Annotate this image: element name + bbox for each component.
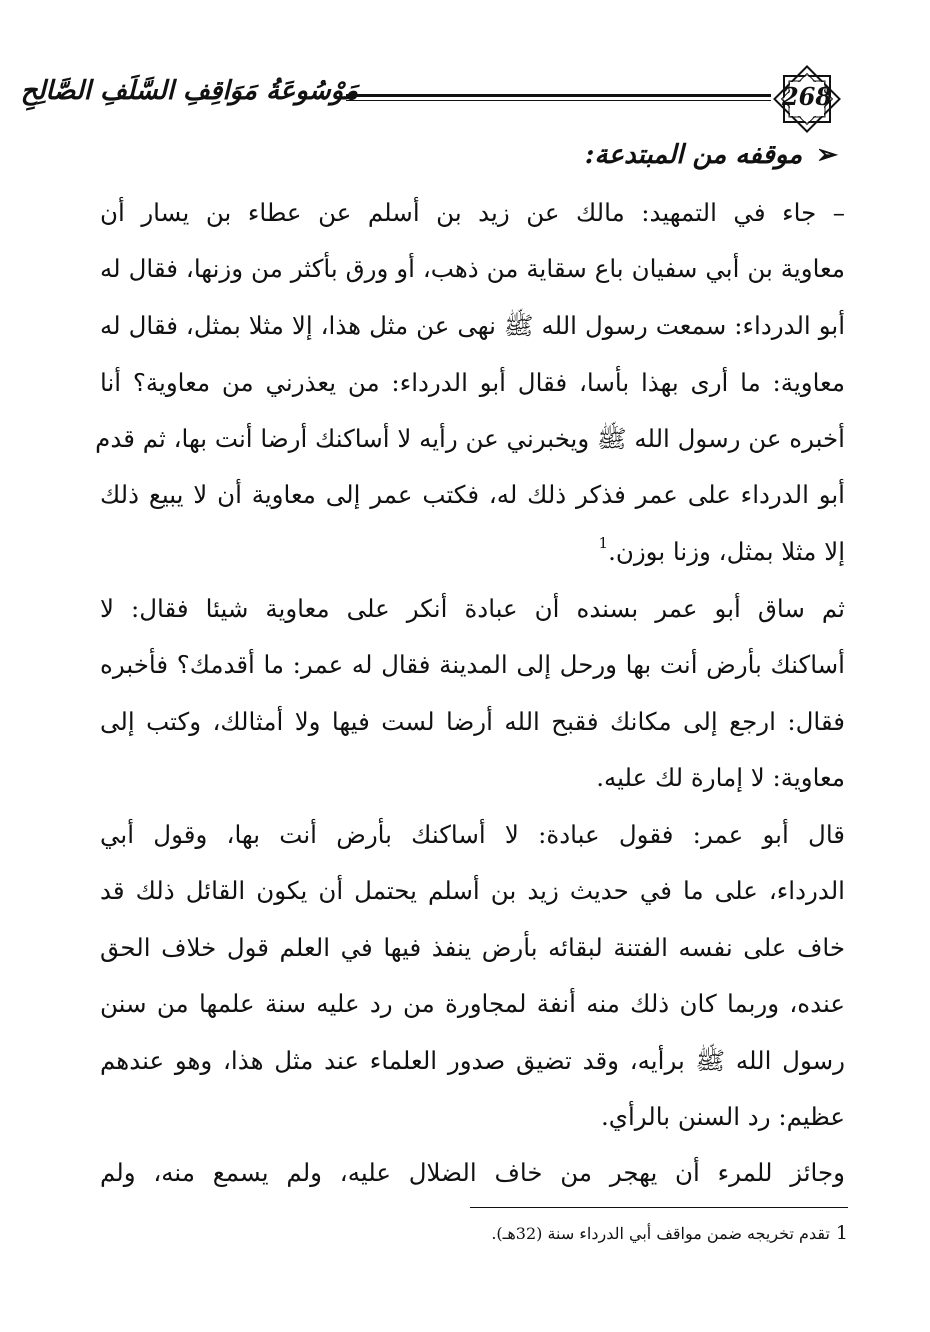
footnote-rule bbox=[470, 1207, 848, 1208]
text-line: معاوية بن أبي سفيان باع سقاية من ذهب، أو ورق بأكثر من وزنها، فقال له bbox=[100, 254, 845, 283]
page-header bbox=[20, 68, 848, 138]
text-line-content: إلا مثلا بمثل، وزنا بوزن. bbox=[608, 537, 845, 566]
text-line-last bbox=[599, 535, 845, 569]
text-line: الدرداء، على ما في حديث زيد بن أسلم يحتمل أن يكون القائل ذلك قد bbox=[100, 876, 845, 905]
text-line: وجائز للمرء أن يهجر من خاف الضلال عليه، ولم يسمع منه، ولم bbox=[100, 1158, 845, 1187]
text-line: عنده، وربما كان ذلك منه أنفة لمجاورة من رد عليه سنة علمها من سنن bbox=[100, 989, 845, 1018]
header-rule bbox=[346, 92, 771, 106]
page-number-badge bbox=[770, 62, 844, 136]
text-line: قال أبو عمر: فقول عبادة: لا أساكنك بأرض أنت بها، وقول أبي bbox=[100, 820, 845, 849]
section-heading bbox=[585, 140, 838, 170]
text-line: أبو الدرداء على عمر فذكر ذلك له، فكتب عمر إلى معاوية أن لا يبيع ذلك bbox=[100, 480, 845, 509]
text-line: أساكنك بأرض أنت بها ورحل إلى المدينة فقال له عمر: ما أقدمك؟ فأخبره bbox=[100, 650, 845, 679]
text-line: رسول الله ﷺ برأيه، وقد تضيق صدور العلماء عند مثل هذا، وهو عندهم bbox=[100, 1046, 845, 1075]
text-line: أبو الدرداء: سمعت رسول الله ﷺ نهى عن مثل هذا، إلا مثلا بمثل، فقال له bbox=[100, 311, 845, 340]
text-line: أخبره عن رسول الله ﷺ ويخبرني عن رأيه لا أساكنك أرضا أنت بها، ثم قدم bbox=[95, 424, 845, 453]
text-line: فقال: ارجع إلى مكانك فقبح الله أرضا لست فيها ولا أمثالك، وكتب إلى bbox=[100, 707, 845, 736]
footnote-reference: 1 bbox=[598, 534, 609, 552]
footnote-text: تقدم تخريجه ضمن مواقف أبي الدرداء سنة (32هـ). bbox=[491, 1224, 830, 1243]
text-line: ثم ساق أبو عمر بسنده أن عبادة أنكر على معاوية شيئا فقال: لا bbox=[100, 594, 845, 623]
text-line: خاف على نفسه الفتنة لبقائه بأرض ينفذ فيها في العلم قول خلاف الحق bbox=[100, 933, 845, 962]
footnote bbox=[491, 1222, 848, 1244]
text-line: – جاء في التمهيد: مالك عن زيد بن أسلم عن عطاء بن يسار أن bbox=[100, 198, 845, 227]
footnote-mark: 1 bbox=[835, 1222, 848, 1244]
text-line: عظيم: رد السنن بالرأي. bbox=[601, 1102, 845, 1131]
arrow-icon: ➢ bbox=[816, 140, 838, 170]
text-line: معاوية: لا إمارة لك عليه. bbox=[596, 763, 845, 792]
section-heading-text: موقفه من المبتدعة: bbox=[584, 140, 803, 170]
page-number: 268 bbox=[781, 82, 833, 111]
book-title: مَوْسُوعَةُ مَوَاقِفِ السَّلَفِ الصَّالِحِ bbox=[20, 76, 358, 106]
text-line: معاوية: ما أرى بهذا بأسا، فقال أبو الدرداء: من يعذرني من معاوية؟ أنا bbox=[100, 368, 845, 397]
